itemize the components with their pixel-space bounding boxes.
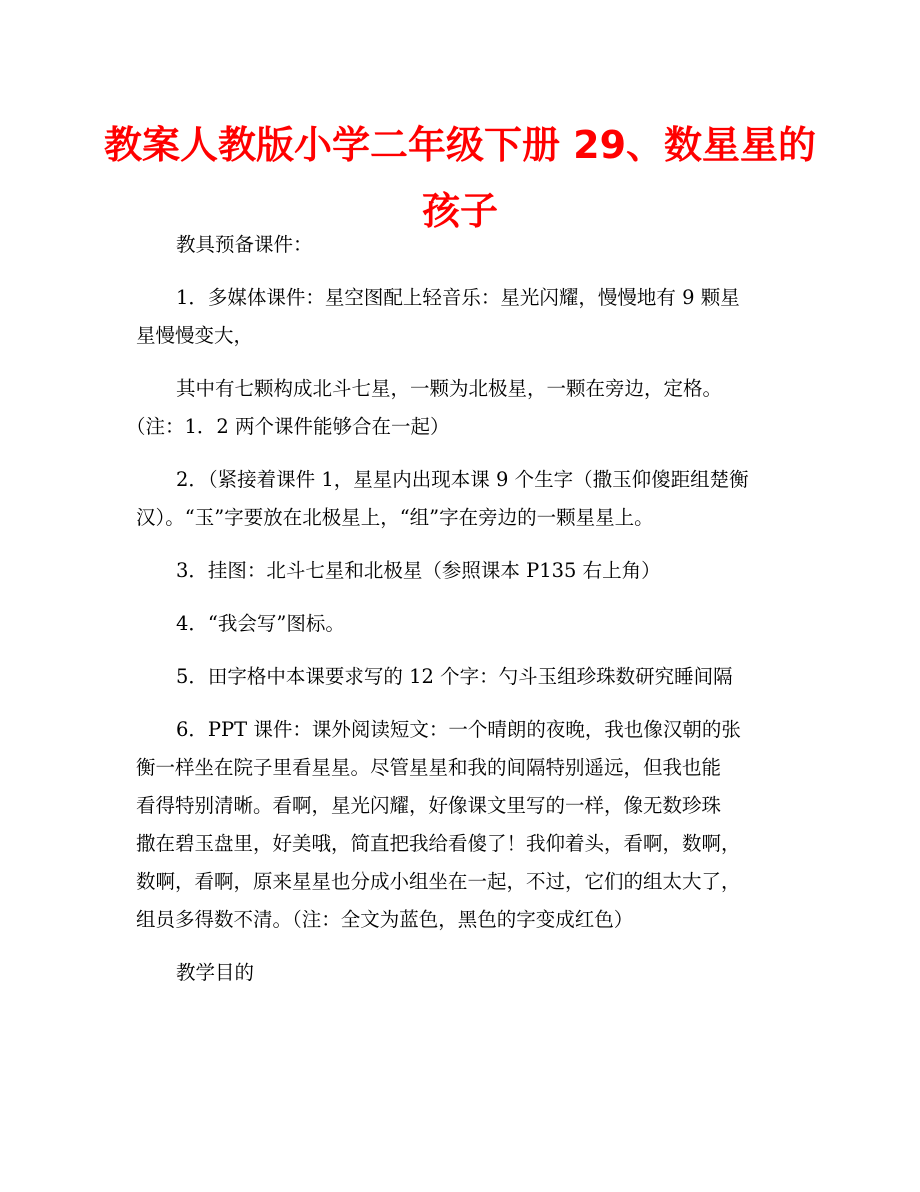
paragraph-line: 星慢慢变大，	[136, 324, 254, 347]
paragraph-line: 教学目的	[176, 961, 255, 984]
paragraph-line: 看得特别清晰。看啊，星光闪耀，好像课文里写的一样，像无数珍珠	[136, 794, 722, 817]
paragraph-line: 5．田字格中本课要求写的 12 个字：勺斗玉组珍珠数研究睡间隔	[176, 665, 733, 688]
paragraph-item-1-continued	[126, 370, 786, 446]
paragraph-line: 3．挂图：北斗七星和北极星（参照课本 P135 右上角）	[176, 559, 661, 582]
paragraph-line: （注：1．2 两个课件能够合在一起）	[126, 415, 450, 438]
paragraph-teaching-goals	[136, 954, 786, 992]
paragraph-line: 6．PPT 课件：课外阅读短文：一个晴朗的夜晚，我也像汉朝的张	[176, 718, 741, 741]
title-line-1: 教案人教版小学二年级下册 29、数星星的	[103, 123, 817, 167]
paragraph-line: 教具预备课件：	[176, 233, 313, 256]
paragraph-line: 汉）。“玉”字要放在北极星上，“组”字在旁边的一颗星星上。	[136, 506, 654, 529]
paragraph-line: 撒在碧玉盘里，好美哦，简直把我给看傻了！我仰着头，看啊，数啊，	[136, 832, 741, 855]
paragraph-item-1	[136, 279, 786, 355]
paragraph-item-4	[136, 605, 786, 643]
paragraph-line: 1．多媒体课件：星空图配上轻音乐：星光闪耀，慢慢地有 9 颗星	[176, 286, 740, 309]
paragraph-line: 衡一样坐在院子里看星星。尽管星星和我的间隔特别遥远，但我也能	[136, 756, 722, 779]
document-title	[100, 112, 820, 244]
document-body	[126, 226, 786, 1007]
paragraph-item-6	[136, 711, 786, 939]
paragraph-line: 组员多得数不清。（注：全文为蓝色，黑色的字变成红色）	[136, 908, 634, 931]
paragraph-item-2	[136, 461, 786, 537]
paragraph-item-5	[136, 658, 786, 696]
paragraph-teaching-aids	[136, 226, 786, 264]
title-line-2: 孩子	[421, 189, 498, 233]
paragraph-line: 其中有七颗构成北斗七星，一颗为北极星，一颗在旁边，定格。	[176, 377, 723, 400]
paragraph-item-3	[136, 552, 786, 590]
paragraph-line: 4．“我会写”图标。	[176, 612, 345, 635]
paragraph-line: 数啊，看啊，原来星星也分成小组坐在一起，不过，它们的组太大了，	[136, 870, 741, 893]
paragraph-line: 2．（紧接着课件 1，星星内出现本课 9 个生字（撒玉仰傻距组楚衡	[176, 468, 749, 491]
